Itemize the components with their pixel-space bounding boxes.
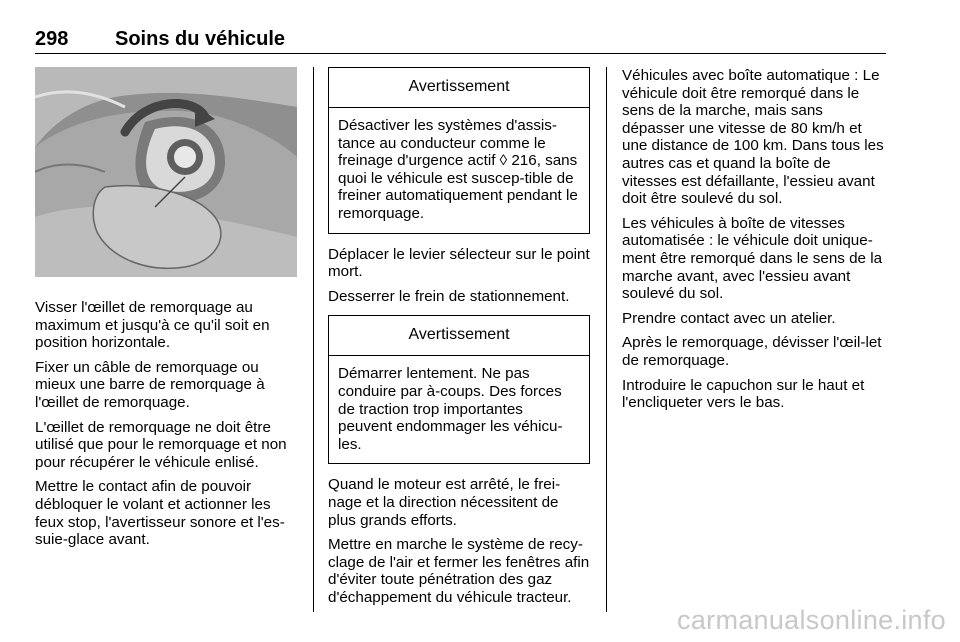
page-number: 298 — [35, 28, 69, 50]
warning-body: Démarrer lentement. Ne pas conduire par à-coups. Des forces de traction trop importantes peuvent endommager les véhicu‐les. — [338, 365, 563, 453]
warning-body: Désactiver les systèmes d'assis‐tance au conducteur comme le freinage d'urgence actif ◊ 216, sans quoi le véhicule est suscep‐tible de freiner automatiquement pendant le remorquage. — [338, 117, 578, 222]
column-right — [622, 67, 884, 419]
page-header — [35, 27, 886, 54]
column-divider — [606, 67, 607, 612]
paragraph: L'œillet de remorquage ne doit être utilisé que pour le remorquage et non pour récupérer le véhicule enlisé. — [35, 418, 287, 471]
paragraph: Desserrer le frein de stationnement. — [328, 287, 570, 305]
column-divider — [313, 67, 314, 612]
paragraph: Véhicules avec boîte automatique : Le véhicule doit être remorqué dans le sens de la marche, mais sans dépasser une vitesse de 80 km/h et une distance de 100 km. Dans tous les autres cas et quand la boîte de vitesses est défaillante, l'essieu avant doit être soulevé du sol. — [622, 67, 884, 208]
paragraph: Mettre le contact afin de pouvoir débloquer le volant et actionner les feux stop, l'avertisseur sonore et l'es‐suie-glace avant. — [35, 478, 285, 549]
warning-title: Avertissement — [329, 316, 589, 356]
column-left — [35, 67, 297, 556]
warning-title: Avertissement — [329, 68, 589, 108]
watermark: carmanualsonline.info — [677, 605, 946, 635]
paragraph: Après le remorquage, dévisser l'œil‐let de remorquage. — [622, 334, 882, 369]
paragraph: Déplacer le levier sélecteur sur le point mort. — [328, 245, 590, 281]
paragraph: Quand le moteur est arrêté, le frei‐nage et la direction nécessitent de plus grands efforts. — [328, 476, 561, 529]
warning-box — [328, 67, 590, 234]
paragraph: Visser l'œillet de remorquage au maximum et jusqu'à ce qu'il soit en position horizontale. — [35, 299, 270, 352]
paragraph: Les véhicules à boîte de vitesses automatisée : le véhicule doit unique‐ment être remorqué dans le sens de la marche avant, avec l'essieu avant soulevé du sol. — [622, 214, 883, 303]
column-middle — [328, 67, 590, 613]
paragraph: Prendre contact avec un atelier. — [622, 309, 836, 327]
paragraph: Introduire le capuchon sur le haut et l'encliqueter vers le bas. — [622, 376, 865, 412]
paragraph: Fixer un câble de remorquage ou mieux une barre de remorquage à l'œillet de remorquage. — [35, 358, 265, 411]
tow-eye-illustration — [35, 67, 297, 277]
section-title: Soins du véhicule — [115, 28, 286, 50]
warning-box — [328, 315, 590, 464]
paragraph: Mettre en marche le système de recy‐clage de l'air et fermer les fenêtres afin d'éviter toute pénétration des gaz d'échappement du véhicule tracteur. — [328, 536, 590, 606]
